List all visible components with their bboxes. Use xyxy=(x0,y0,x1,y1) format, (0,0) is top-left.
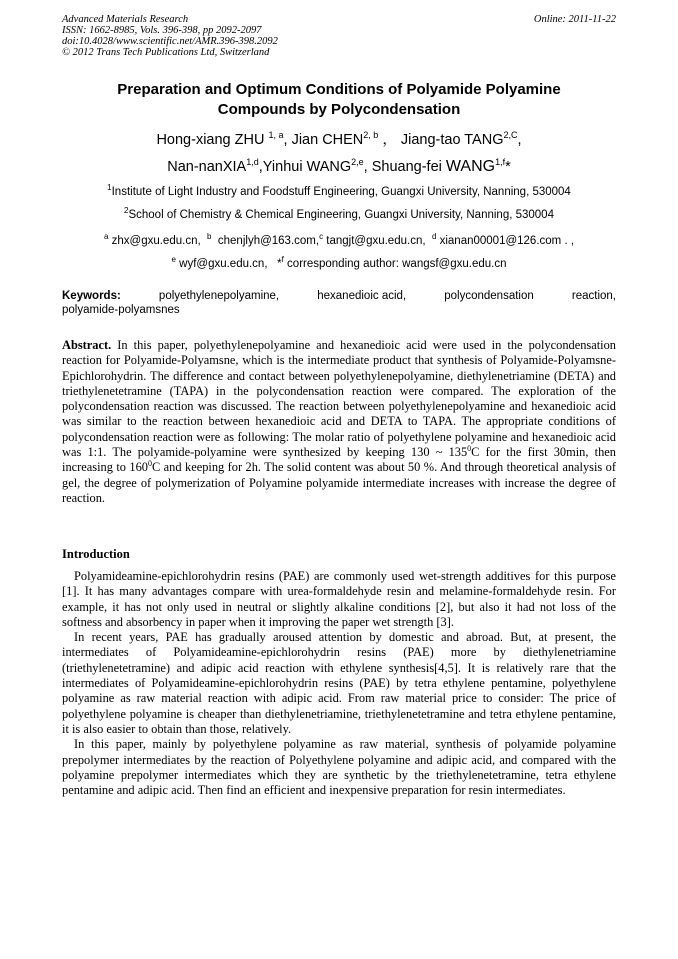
author-name: Yinhui WANG xyxy=(262,158,352,175)
keyword: reaction, xyxy=(571,290,616,302)
keywords-row xyxy=(62,289,616,303)
author-name: Shuang-fei xyxy=(371,158,446,175)
keywords-block xyxy=(62,289,616,317)
keyword: polycondensation xyxy=(444,290,534,302)
affiliation-text: School of Chemistry & Chemical Engineering, Guangxi University, Nanning, 530004 xyxy=(128,208,554,221)
emails-line-2 xyxy=(62,255,616,270)
email-sup: d xyxy=(431,232,437,241)
paragraph: In this paper, mainly by polyethylene polyamine as raw material, synthesis of polyamide polyamine prepolymer intermediates by the reaction of Polyethylene polyamine and adipic acid, and compared with the polyamine prepolymer intermediates which they are synthetic by the triethylenetetramine, tetra ethylene pentamine and adipic acid. Then find an efficient and inexpensive preparation for resin intermediates. xyxy=(62,737,616,798)
email-sup: e xyxy=(171,255,176,264)
emails-line-1: $^a$ zhx@gxu.edu.cn, $^b$ chenjlyh@163.com,$^c$ tangjt@gxu.edu.cn, $^d$ xianan00001@126.com . , xyxy=(103,232,575,247)
email-link[interactable]: wyf@gxu.edu.cn, xyxy=(179,257,268,270)
online-date: Online: 2011-11-22 xyxy=(533,14,616,25)
doi-line[interactable]: doi:10.4028/www.scientific.net/AMR.396-398.2092 xyxy=(62,36,278,47)
author-surname-large: WANG xyxy=(445,157,496,175)
separator: , xyxy=(517,132,522,148)
email-link[interactable]: zhx@gxu.edu.cn, xyxy=(111,234,201,247)
author-sup: 1,d xyxy=(246,157,259,167)
keyword: polyethylenepolyamine, xyxy=(158,290,280,302)
separator: , xyxy=(363,158,372,175)
paper-title xyxy=(62,80,616,120)
section-heading-introduction: Introduction xyxy=(62,547,130,561)
author-name: Jian CHEN xyxy=(291,132,364,148)
author-sup: 1,f xyxy=(495,157,506,167)
email-sup: a xyxy=(103,232,109,241)
email-sup: c xyxy=(319,232,324,241)
paragraph: Polyamideamine-epichlorohydrin resins (PAE) are commonly used wet-strength additives for this purpose [1]. It has many advantages compare with urea-formaldehyde resin and melamine-formaldehyde resin. For example, it has not only used in neutral or slightly alkaline conditions [2], but also it had not loss of the softness and absorbency in paper when it improving the paper wet strength [3]. xyxy=(62,569,616,629)
degree-sup: 0 xyxy=(467,443,472,453)
issn-line: ISSN: 1662-8985, Vols. 396-398, pp 2092-2097 xyxy=(62,25,262,36)
title-line-2: Compounds by Polycondensation xyxy=(217,101,461,118)
abstract-text: C and keeping for 2h. The solid content was about 50 %. And through theoretical analysis of gel, the degree of polymerization of Polyamine polyamide intermediate increases with increase the degree of reaction. xyxy=(62,460,616,505)
abstract xyxy=(62,338,616,506)
journal-name: Advanced Materials Research xyxy=(62,14,189,25)
email-link[interactable]: xianan00001@126.com xyxy=(439,234,562,247)
paragraph: In recent years, PAE has gradually aroused attention by domestic and abroad. But, at present, the intermediates of Polyamideamine-epichlorohydrin resins (PAE) more by diethylenetriamine (triethylenetetramine) and adipic acid reaction with ethylene synthesis[4,5]. It is relatively rare that the intermediates of Polyamideamine-epichlorohydrin resins (PAE) by tetra ethylene pentamine, polyethylene polyamine as raw material reaction with adipic acid. From raw material price to consider: The price of polyethylene polyamine is cheaper than diethylenetriamine, triethylenetetramine and tetra ethylene pentamine, it is also easier to obtain than those, relatively. xyxy=(62,630,616,736)
corresponding-star: * xyxy=(505,158,511,175)
title-line-1: Preparation and Optimum Conditions of Polyamide Polyamine xyxy=(117,81,561,98)
separator: , xyxy=(258,158,263,175)
authors-line-1 xyxy=(62,128,616,149)
affiliation-1 xyxy=(62,183,616,198)
email-link[interactable]: corresponding author: wangsf@gxu.edu.cn xyxy=(287,257,507,270)
keyword: polyamide-polyamsnes xyxy=(62,304,180,316)
abstract-label: Abstract. xyxy=(62,338,112,352)
author-name: Hong-xiang ZHU xyxy=(156,132,265,148)
email-sup: b xyxy=(207,232,212,241)
separator: ， xyxy=(378,132,397,148)
copyright-line: © 2012 Trans Tech Publications Ltd, Switzerland xyxy=(62,47,270,58)
author-sup: 2, b xyxy=(363,130,379,141)
introduction-body xyxy=(62,569,616,798)
journal-header xyxy=(62,14,616,58)
separator: , xyxy=(283,132,292,148)
affiliation-sup: 1 xyxy=(107,183,112,192)
author-name: Jiang-tao TANG xyxy=(400,132,504,148)
authors-line-2 xyxy=(62,157,616,176)
author-sup: 1, a xyxy=(268,130,284,141)
email-link[interactable]: tangjt@gxu.edu.cn, xyxy=(326,234,426,247)
affiliation-2 xyxy=(62,206,616,221)
email-sup: f xyxy=(281,255,284,264)
email-link[interactable]: chenjlyh@163.com, xyxy=(217,234,320,247)
abstract-text: C for the first 30min, then increasing to 160 xyxy=(62,445,616,475)
degree-sup: 0 xyxy=(148,459,152,469)
author-name: Nan-nanXIA xyxy=(167,158,247,175)
keywords-label: Keywords: xyxy=(62,290,121,302)
abstract-text: In this paper, polyethylenepolyamine and hexanedioic acid were used in the polycondensation reaction for Polyamide-Polyamsne, which is the intermediate product that synthesis of Polyamide-Polyamsne-Epichlorohydrin. The difference and contact between polyethylenepolyamine, diethylenetriamine (DETA) and triethylenetetramine (TAPA) in the polycondensation reaction were compared. The exploration of the polycondensation reaction was discussed. The reaction between polyethylenepolyamine and hexanedioic acid was similar to the reaction between hexanedioic acid and DETA to TAPA. The appropriate conditions of polycondensation reaction were as following: The molar ratio of polyethylene polyamine and hexanedioic acid was 1:1. The polyamide-polyamine were synthesized by keeping 130 ~ 135 xyxy=(62,338,616,460)
corresponding-star: * xyxy=(277,257,282,270)
affiliation-text: Institute of Light Industry and Foodstuff Engineering, Guangxi University, Nanning, 530004 xyxy=(111,185,571,198)
author-sup: 2,C xyxy=(503,130,518,141)
affiliation-sup: 2 xyxy=(124,206,129,215)
keyword: hexanedioic acid, xyxy=(317,290,407,302)
author-sup: 2,e xyxy=(351,157,364,167)
